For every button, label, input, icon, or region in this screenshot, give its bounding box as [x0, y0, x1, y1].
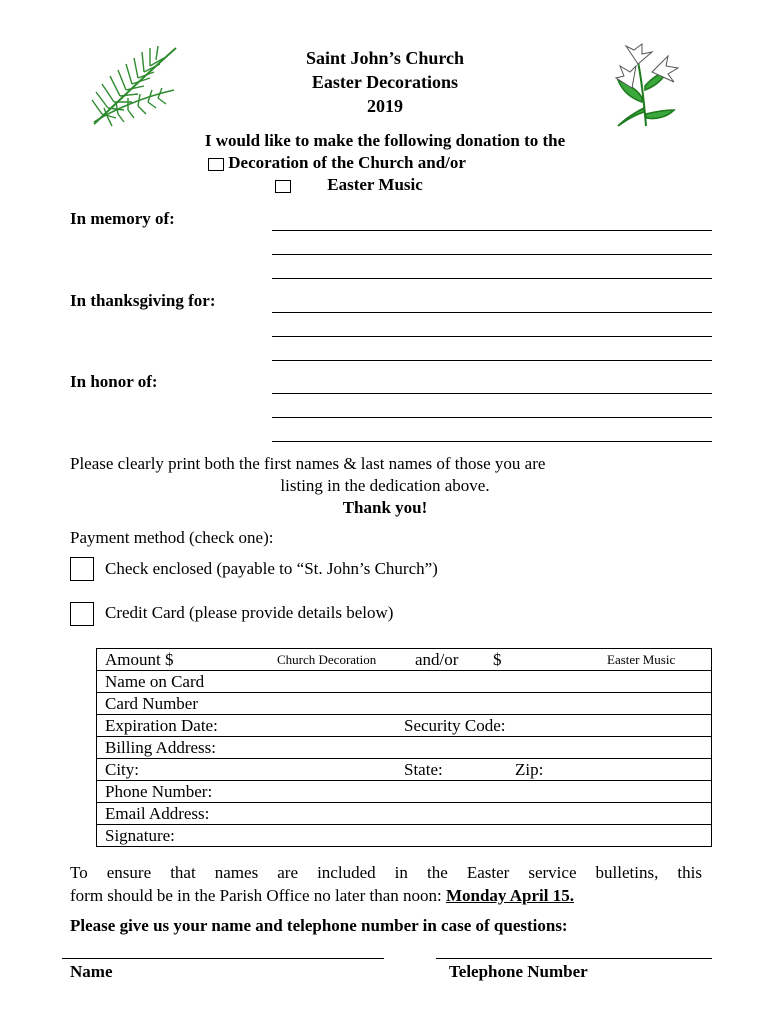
donation-intro: I would like to make the following donation to the [204, 131, 566, 150]
name-line[interactable] [62, 958, 384, 959]
title-year: 2019 [367, 96, 403, 116]
signature-row[interactable] [97, 825, 712, 847]
credit-label: Credit Card (please provide details below) [105, 603, 394, 622]
card-number-label: Card Number [105, 693, 199, 713]
name-on-card-row[interactable] [97, 671, 712, 693]
in-honor-label: In honor of: [70, 372, 158, 391]
telephone-line[interactable] [436, 958, 712, 959]
andor-label: and/or [415, 650, 459, 669]
dollar-sign: $ [493, 650, 502, 669]
instructions-line-2: listing in the dedication above. [280, 476, 490, 495]
expiration-row[interactable] [97, 715, 712, 737]
expiration-label: Expiration Date: [105, 715, 218, 735]
payment-label: Payment method (check one): [70, 528, 274, 547]
decoration-checkbox[interactable] [208, 158, 224, 171]
memory-line-1[interactable] [272, 230, 712, 231]
option-decoration [208, 153, 466, 173]
credit-checkbox[interactable] [70, 602, 94, 626]
music-checkbox[interactable] [275, 180, 291, 193]
thanksgiving-line-1[interactable] [272, 312, 712, 313]
zip-label: Zip: [515, 760, 544, 779]
in-thanksgiving-label: In thanksgiving for: [70, 291, 216, 310]
option-music [275, 175, 423, 195]
notice-line-2 [70, 886, 574, 906]
thank-you: Thank you! [342, 498, 428, 517]
city-label: City: [105, 759, 140, 779]
option-music-label: Easter Music [327, 175, 423, 194]
telephone-label: Telephone Number [449, 962, 588, 981]
credit-card-table [96, 648, 712, 847]
email-row[interactable] [97, 803, 712, 825]
instructions-line-1: Please clearly print both the first names & last names of those you are [70, 454, 546, 473]
honor-line-1[interactable] [272, 393, 712, 394]
church-decoration-label: Church Decoration [277, 652, 377, 667]
in-memory-label: In memory of: [70, 209, 175, 228]
notice-text: form should be in the Parish Office no later than noon: [70, 886, 446, 905]
city-row[interactable] [97, 759, 712, 781]
easter-music-label: Easter Music [607, 652, 676, 667]
deadline-date: Monday April 15. [445, 886, 574, 905]
check-checkbox[interactable] [70, 557, 94, 581]
questions-prompt: Please give us your name and telephone number in case of questions: [70, 916, 568, 935]
email-label: Email Address: [105, 803, 210, 823]
title-event: Easter Decorations [311, 72, 459, 92]
state-label: State: [404, 760, 443, 779]
memory-line-3[interactable] [272, 278, 712, 279]
signature-label: Signature: [105, 825, 175, 845]
check-label: Check enclosed (payable to “St. John’s Church”) [105, 559, 438, 578]
memory-line-2[interactable] [272, 254, 712, 255]
thanksgiving-line-3[interactable] [272, 360, 712, 361]
name-label: Name [70, 962, 113, 981]
amount-label: Amount $ [105, 649, 174, 669]
phone-row[interactable] [97, 781, 712, 803]
thanksgiving-line-2[interactable] [272, 336, 712, 337]
amount-row[interactable] [97, 649, 712, 671]
honor-line-3[interactable] [272, 441, 712, 442]
title-church: Saint John’s Church [305, 48, 465, 68]
billing-row[interactable] [97, 737, 712, 759]
honor-line-2[interactable] [272, 417, 712, 418]
option-decoration-label: Decoration of the Church and/or [228, 153, 466, 172]
notice-line-1: To ensure that names are included in the Easter service bulletins, this [70, 863, 702, 882]
phone-label: Phone Number: [105, 781, 213, 801]
billing-label: Billing Address: [105, 737, 216, 757]
security-code-label: Security Code: [404, 716, 506, 735]
card-number-row[interactable] [97, 693, 712, 715]
name-on-card-label: Name on Card [105, 671, 205, 691]
